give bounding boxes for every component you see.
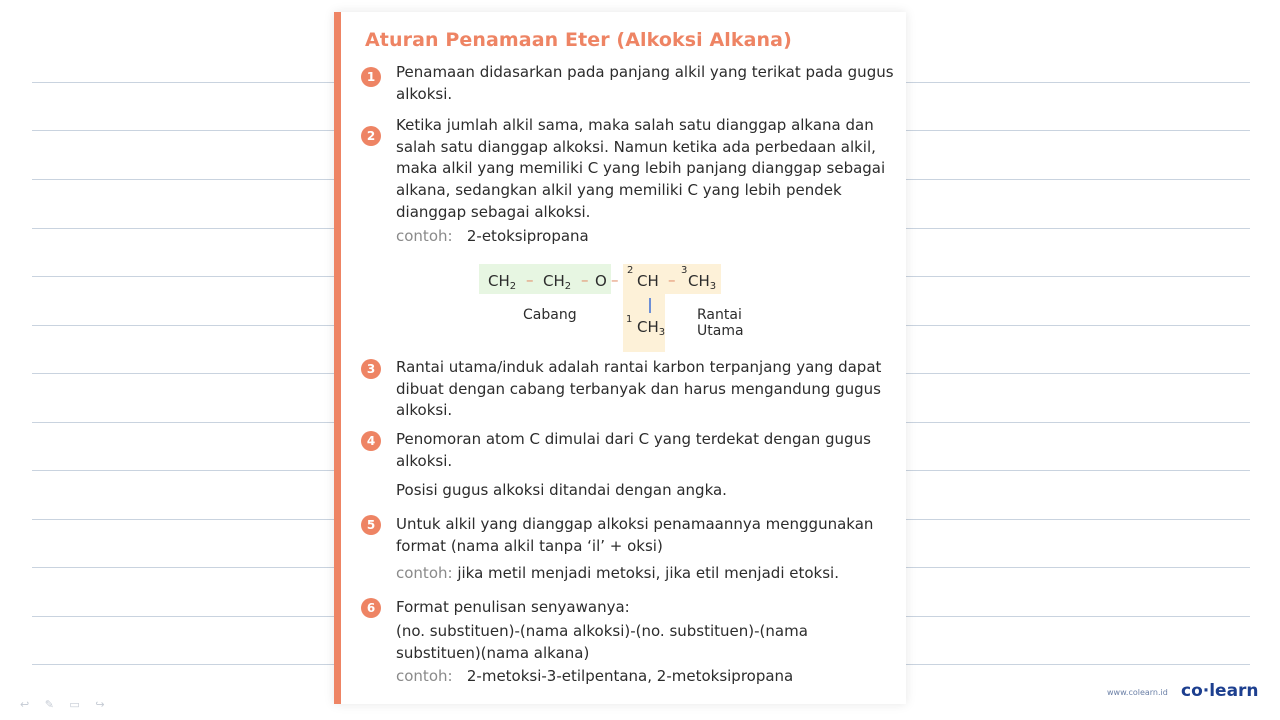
example-label: contoh: [396, 564, 453, 582]
rule-1-text: Penamaan didasarkan pada panjang alkil yang terikat pada gugus alkoksi. [396, 63, 894, 103]
example-label: contoh: [396, 227, 453, 245]
rule-6-example [396, 666, 896, 688]
rule-4-text: Penomoran atom C dimulai dari C yang terdekat dengan gugus alkoksi. [396, 430, 871, 470]
example-label: contoh: [396, 667, 453, 685]
brand-logo: co·learn [1181, 681, 1259, 701]
main-chain-label: Rantai Utama [697, 307, 744, 339]
vertical-bond [649, 298, 651, 313]
rule-number-badge: 6 [361, 598, 381, 618]
carbon-number-1: 1 [626, 314, 633, 325]
rule-6-text: Format penulisan senyawanya: [396, 598, 630, 616]
bond: – [581, 271, 589, 289]
rule-5-example [396, 563, 896, 585]
rule-6-format: (no. substituen)-(nama alkoksi)-(no. substituen)-(nama substituen)(nama alkana) [396, 622, 808, 662]
example-text: jika metil menjadi metoksi, jika etil menjadi etoksi. [457, 564, 839, 582]
rule-5-text: Untuk alkil yang dianggap alkoksi penamaannya menggunakan format (nama alkil tanpa ‘il’ + oksi) [396, 515, 874, 555]
rule-3-text: Rantai utama/induk adalah rantai karbon terpanjang yang dapat dibuat dengan cabang terbanyak dan harus mengandung gugus alkoksi. [396, 358, 882, 420]
ch3-group: $CH_3$ [637, 318, 666, 338]
carbon-number-3: 3 [681, 265, 688, 276]
oxygen-atom: O [595, 272, 607, 290]
example-text: 2-metoksi-3-etilpentana, 2-metoksipropana [466, 667, 794, 685]
rule-number-badge: 5 [361, 515, 381, 535]
ch2-group: $CH_2$ [543, 272, 572, 292]
bond: – [668, 271, 676, 289]
ether-naming-card [334, 12, 906, 704]
bond: – [611, 271, 619, 289]
rule-number-badge: 1 [361, 67, 381, 87]
carbon-number-2: 2 [627, 265, 634, 276]
example-text: 2-etoksipropana [466, 227, 589, 245]
rule-number-badge: 3 [361, 359, 381, 379]
rule-number-badge: 4 [361, 431, 381, 451]
branch-label: Cabang [523, 307, 577, 323]
drawing-toolbar-icons[interactable]: ↩ ✎ ▭ ↪ [20, 698, 111, 711]
watermark-url: www.colearn.id [1107, 688, 1168, 697]
bond: – [526, 271, 534, 289]
rule-4-note: Posisi gugus alkoksi ditandai dengan angka. [396, 481, 727, 499]
ch2-group: $CH_2$ [488, 272, 517, 292]
rule-2-text: Ketika jumlah alkil sama, maka salah satu dianggap alkana dan salah satu dianggap alkoksi. Namun ketika ada perbedaan alkil, maka alkil yang memiliki C yang lebih panjang dianggap sebagai alkana, sedangkan alkil yang memiliki C yang lebih pendek dianggap sebagai alkoksi. [396, 116, 886, 221]
rule-2-example [396, 226, 896, 248]
ch-group: CH [637, 272, 659, 290]
card-title: Aturan Penamaan Eter (Alkoksi Alkana) [365, 29, 792, 51]
ch3-group: $CH_3$ [688, 272, 717, 292]
rule-number-badge: 2 [361, 126, 381, 146]
